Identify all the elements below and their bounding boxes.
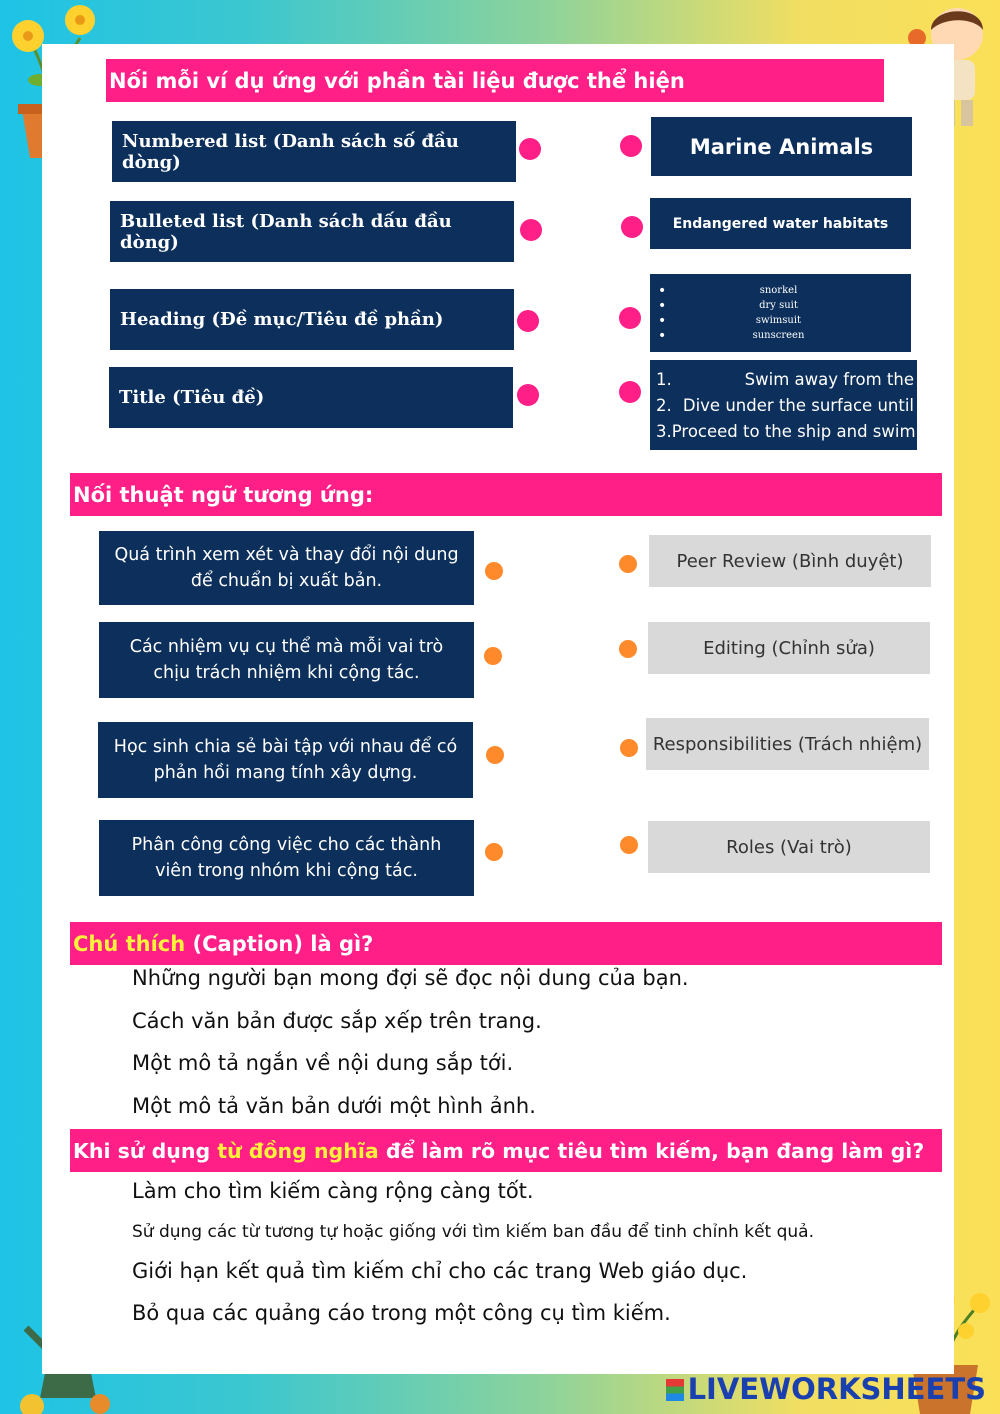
- answer-option[interactable]: Sử dụng các từ tương tự hoặc giống với tìm kiếm ban đầu để tinh chỉnh kết quả.: [132, 1222, 815, 1242]
- bullet-icon: •: [658, 282, 667, 299]
- match-dot[interactable]: [485, 843, 503, 861]
- list-item: • sunscreen: [650, 328, 911, 343]
- example-bulleted-list: [650, 274, 911, 352]
- section3-title: Chú thích (Caption) là gì?: [70, 922, 942, 965]
- section4-title: Khi sử dụng từ đồng nghĩa để làm rõ mục tiêu tìm kiếm, bạn đang làm gì?: [70, 1129, 942, 1172]
- match-dot[interactable]: [619, 381, 641, 403]
- term-title: Title (Tiêu đề): [109, 367, 513, 428]
- definition-box: Quá trình xem xét và thay đổi nội dung để chuẩn bị xuất bản.: [99, 531, 474, 605]
- liveworksheets-logo: LIVEWORKSHEETS: [666, 1372, 986, 1406]
- match-dot[interactable]: [621, 216, 643, 238]
- definition-box: Học sinh chia sẻ bài tập với nhau để có phản hồi mang tính xây dựng.: [98, 722, 473, 798]
- example-heading: Endangered water habitats: [650, 198, 911, 249]
- example-numbered-list: [650, 360, 917, 450]
- term-numbered-list: Numbered list (Danh sách số đầu dòng): [112, 121, 516, 182]
- answer-option[interactable]: Những người bạn mong đợi sẽ đọc nội dung của bạn.: [132, 966, 689, 990]
- match-dot[interactable]: [619, 307, 641, 329]
- answer-option[interactable]: Cách văn bản được sắp xếp trên trang.: [132, 1009, 542, 1033]
- match-dot[interactable]: [620, 739, 638, 757]
- term-box: Responsibilities (Trách nhiệm): [646, 718, 929, 770]
- highlight-text: Chú thích: [73, 931, 186, 956]
- match-dot[interactable]: [486, 746, 504, 764]
- list-item: • swimsuit: [650, 313, 911, 328]
- answer-option[interactable]: Một mô tả văn bản dưới một hình ảnh.: [132, 1094, 536, 1118]
- definition-box: Các nhiệm vụ cụ thể mà mỗi vai trò chịu trách nhiệm khi cộng tác.: [99, 622, 474, 698]
- match-dot[interactable]: [620, 135, 642, 157]
- answer-option[interactable]: Giới hạn kết quả tìm kiếm chỉ cho các trang Web giáo dục.: [132, 1259, 748, 1283]
- list-item: • snorkel: [650, 283, 911, 298]
- match-dot[interactable]: [620, 836, 638, 854]
- list-item: 2. Dive under the surface until: [656, 395, 914, 415]
- answer-option[interactable]: Bỏ qua các quảng cáo trong một công cụ tìm kiếm.: [132, 1301, 671, 1325]
- definition-box: Phân công công việc cho các thành viên trong nhóm khi cộng tác.: [99, 820, 474, 896]
- match-dot[interactable]: [517, 384, 539, 406]
- match-dot[interactable]: [619, 555, 637, 573]
- term-heading: Heading (Đề mục/Tiêu đề phần): [110, 289, 514, 350]
- bullet-icon: •: [658, 327, 667, 344]
- example-title: Marine Animals: [651, 117, 912, 176]
- match-dot[interactable]: [484, 647, 502, 665]
- highlight-text: từ đồng nghĩa: [217, 1138, 379, 1163]
- list-item: 3. Proceed to the ship and swim: [656, 421, 916, 441]
- match-dot[interactable]: [517, 310, 539, 332]
- match-dot[interactable]: [520, 219, 542, 241]
- logo-icon: [666, 1379, 684, 1401]
- bullet-icon: •: [658, 312, 667, 329]
- match-dot[interactable]: [519, 138, 541, 160]
- section1-title: Nối mỗi ví dụ ứng với phần tài liệu được thể hiện: [106, 59, 884, 102]
- term-bulleted-list: Bulleted list (Danh sách dấu đầu dòng): [110, 201, 514, 262]
- term-box: Editing (Chỉnh sửa): [648, 622, 930, 674]
- list-item: 1. Swim away from the: [656, 369, 914, 389]
- term-box: Roles (Vai trò): [648, 821, 930, 873]
- match-dot[interactable]: [485, 562, 503, 580]
- answer-option[interactable]: Một mô tả ngắn về nội dung sắp tới.: [132, 1051, 514, 1075]
- answer-option[interactable]: Làm cho tìm kiếm càng rộng càng tốt.: [132, 1179, 534, 1203]
- list-item: • dry suit: [650, 298, 911, 313]
- term-box: Peer Review (Bình duyệt): [649, 535, 931, 587]
- match-dot[interactable]: [619, 640, 637, 658]
- section2-title: Nối thuật ngữ tương ứng:: [70, 473, 942, 516]
- bullet-icon: •: [658, 297, 667, 314]
